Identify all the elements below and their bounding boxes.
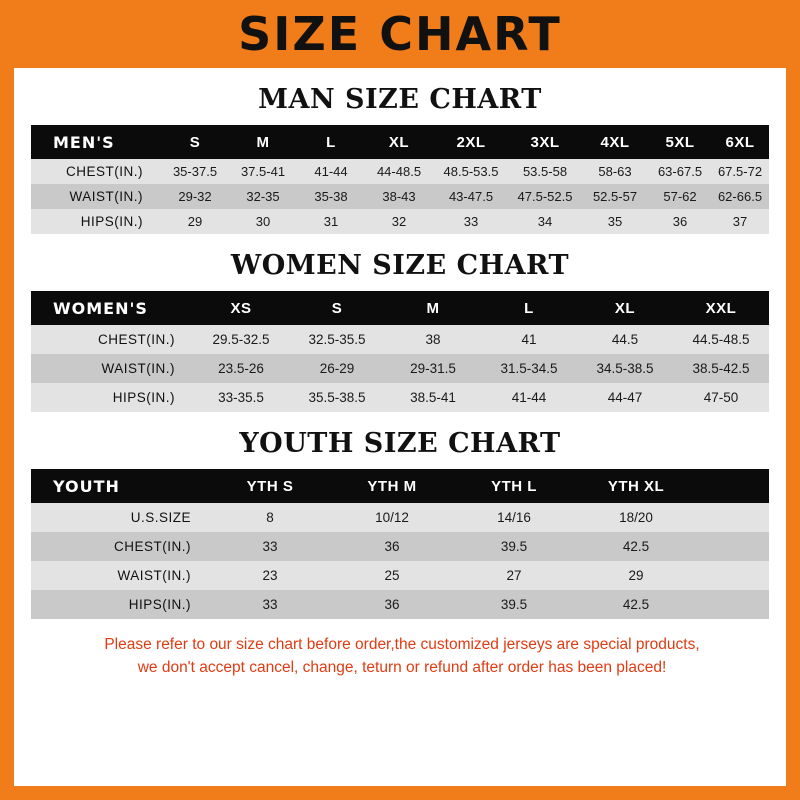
table-cell: 35-38 (297, 184, 365, 209)
table-header-cell: YTH L (453, 469, 575, 503)
table-cell: 32 (365, 209, 433, 234)
table-header-cell: L (481, 291, 577, 325)
table-cell: 33 (433, 209, 509, 234)
table-cell: 32.5-35.5 (289, 325, 385, 354)
bottom-accent-bar (0, 786, 800, 800)
table-cell: 38.5-41 (385, 383, 481, 412)
table-header-cell: XXL (673, 291, 769, 325)
men-size-table (31, 125, 769, 234)
table-header-cell: 2XL (433, 125, 509, 159)
row-label: HIPS(IN.) (31, 383, 193, 412)
table-row (31, 561, 769, 590)
table-cell: 26-29 (289, 354, 385, 383)
table-cell: 36 (649, 209, 711, 234)
table-row (31, 209, 769, 234)
row-label: HIPS(IN.) (31, 209, 161, 234)
table-row (31, 325, 769, 354)
table-cell: 23 (209, 561, 331, 590)
table-header-cell: YTH S (209, 469, 331, 503)
table-cell: 37.5-41 (229, 159, 297, 184)
content (14, 84, 786, 680)
table-header-cell: MEN'S (31, 125, 161, 159)
table-cell: 47.5-52.5 (509, 184, 581, 209)
table-cell: 43-47.5 (433, 184, 509, 209)
table-header-row (31, 125, 769, 159)
table-cell-spacer (697, 532, 769, 561)
table-header-spacer (697, 469, 769, 503)
section-title-women: WOMEN SIZE CHART (230, 250, 570, 281)
table-cell: 10/12 (331, 503, 453, 532)
table-cell: 23.5-26 (193, 354, 289, 383)
table-header-cell: YOUTH (31, 469, 209, 503)
table-header-cell: S (289, 291, 385, 325)
table-cell: 29-31.5 (385, 354, 481, 383)
table-header-cell: 6XL (711, 125, 769, 159)
table-cell: 44-48.5 (365, 159, 433, 184)
banner (14, 0, 786, 68)
table-row (31, 383, 769, 412)
footer-note-line-2: we don't accept cancel, change, teturn or refund after order has been placed! (137, 659, 667, 677)
table-header-cell: 5XL (649, 125, 711, 159)
table-cell: 39.5 (453, 532, 575, 561)
table-cell: 18/20 (575, 503, 697, 532)
table-cell: 32-35 (229, 184, 297, 209)
table-cell: 38-43 (365, 184, 433, 209)
table-cell: 30 (229, 209, 297, 234)
table-header-cell: L (297, 125, 365, 159)
table-cell: 34.5-38.5 (577, 354, 673, 383)
table-header-row (31, 291, 769, 325)
table-cell: 35.5-38.5 (289, 383, 385, 412)
table-cell: 58-63 (581, 159, 649, 184)
table-cell: 42.5 (575, 590, 697, 619)
table-cell: 36 (331, 532, 453, 561)
row-label: CHEST(IN.) (31, 159, 161, 184)
table-row (31, 159, 769, 184)
table-cell: 29.5-32.5 (193, 325, 289, 354)
table-cell: 57-62 (649, 184, 711, 209)
table-row (31, 354, 769, 383)
table-cell: 63-67.5 (649, 159, 711, 184)
footer-note (26, 633, 778, 680)
section-men (26, 84, 774, 234)
table-cell: 29-32 (161, 184, 229, 209)
women-size-table (31, 291, 769, 412)
table-cell: 52.5-57 (581, 184, 649, 209)
table-header-cell: 4XL (581, 125, 649, 159)
table-cell: 31 (297, 209, 365, 234)
table-cell: 33 (209, 532, 331, 561)
table-cell: 42.5 (575, 532, 697, 561)
table-row (31, 532, 769, 561)
table-cell: 27 (453, 561, 575, 590)
table-cell: 31.5-34.5 (481, 354, 577, 383)
table-cell: 53.5-58 (509, 159, 581, 184)
table-cell: 33-35.5 (193, 383, 289, 412)
row-label: HIPS(IN.) (31, 590, 209, 619)
table-cell: 29 (575, 561, 697, 590)
table-cell: 44.5-48.5 (673, 325, 769, 354)
banner-title: SIZE CHART (238, 7, 562, 61)
table-cell: 14/16 (453, 503, 575, 532)
section-title-youth: YOUTH SIZE CHART (239, 428, 561, 459)
footer-note-line-1: Please refer to our size chart before order,the customized jerseys are special products, (104, 636, 700, 653)
table-cell: 34 (509, 209, 581, 234)
table-header-cell: 3XL (509, 125, 581, 159)
table-cell: 41-44 (297, 159, 365, 184)
table-cell: 41-44 (481, 383, 577, 412)
table-header-cell: M (229, 125, 297, 159)
table-header-cell: YTH XL (575, 469, 697, 503)
table-row (31, 184, 769, 209)
table-header-cell: XS (193, 291, 289, 325)
table-row (31, 590, 769, 619)
row-label: CHEST(IN.) (31, 325, 193, 354)
table-header-cell: XL (577, 291, 673, 325)
table-header-cell: YTH M (331, 469, 453, 503)
table-cell: 47-50 (673, 383, 769, 412)
table-header-row (31, 469, 769, 503)
table-cell: 35-37.5 (161, 159, 229, 184)
table-cell: 48.5-53.5 (433, 159, 509, 184)
table-cell: 38.5-42.5 (673, 354, 769, 383)
row-label: WAIST(IN.) (31, 354, 193, 383)
table-cell: 62-66.5 (711, 184, 769, 209)
table-header-cell: M (385, 291, 481, 325)
table-row (31, 503, 769, 532)
table-header-cell: XL (365, 125, 433, 159)
row-label: U.S.SIZE (31, 503, 209, 532)
table-cell: 44.5 (577, 325, 673, 354)
table-cell-spacer (697, 561, 769, 590)
section-women (26, 250, 774, 412)
table-cell: 33 (209, 590, 331, 619)
row-label: WAIST(IN.) (31, 561, 209, 590)
section-title-men: MAN SIZE CHART (258, 84, 542, 115)
table-cell: 25 (331, 561, 453, 590)
table-cell-spacer (697, 503, 769, 532)
youth-size-table (31, 469, 769, 619)
row-label: WAIST(IN.) (31, 184, 161, 209)
table-cell: 8 (209, 503, 331, 532)
table-cell: 67.5-72 (711, 159, 769, 184)
table-cell: 44-47 (577, 383, 673, 412)
section-youth (26, 428, 774, 619)
table-cell: 39.5 (453, 590, 575, 619)
table-header-cell: S (161, 125, 229, 159)
table-cell-spacer (697, 590, 769, 619)
table-cell: 37 (711, 209, 769, 234)
table-cell: 29 (161, 209, 229, 234)
table-cell: 41 (481, 325, 577, 354)
table-cell: 36 (331, 590, 453, 619)
table-header-cell: WOMEN'S (31, 291, 193, 325)
row-label: CHEST(IN.) (31, 532, 209, 561)
table-cell: 35 (581, 209, 649, 234)
table-cell: 38 (385, 325, 481, 354)
